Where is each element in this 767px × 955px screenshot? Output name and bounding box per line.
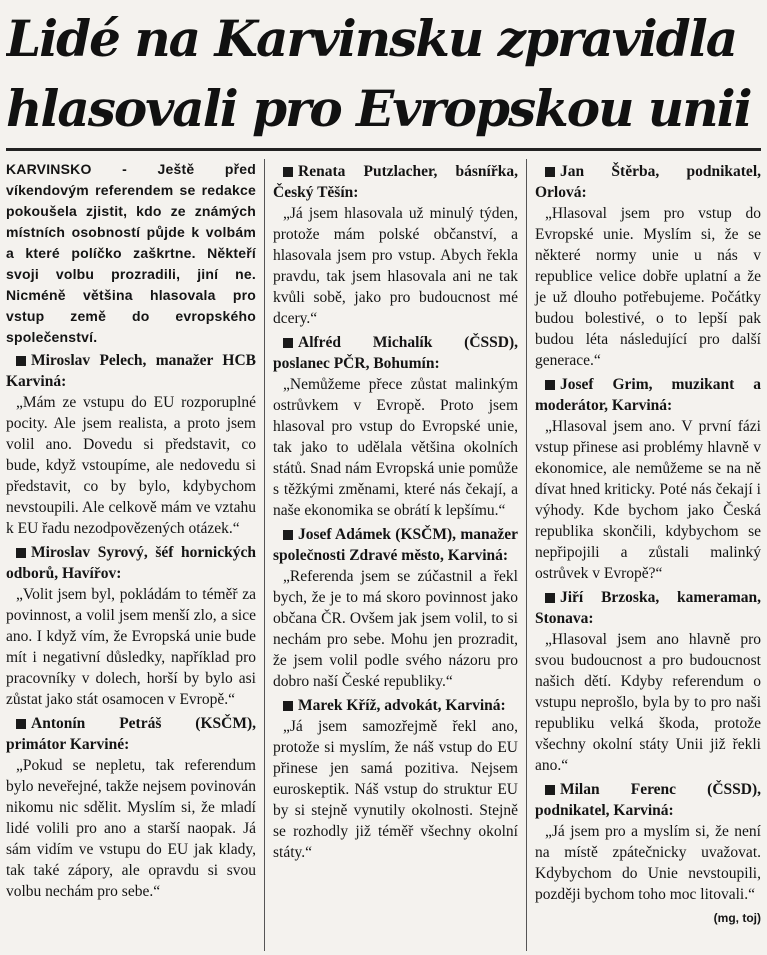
speaker-quote: „Pokud se nepletu, tak referendum bylo neveřejné, takže nejsem povinován nikomu nic sdělit. Myslím si, že mladí lidé volili pro ano a starší naopak. Já sám vidím ve vstupu do EU jak klady, tak také zápory, ale opravdu si svou volbu nechám pro sebe.“ — [6, 757, 256, 900]
bullet-square-icon — [16, 719, 26, 729]
headline — [6, 0, 761, 144]
article-body — [6, 159, 761, 951]
speaker-name: Josef Grim, muzikant a moderátor, Karviná: — [535, 376, 761, 414]
headline-line-2: hlasovali pro Evropskou unii — [6, 79, 751, 138]
speaker-quote: „Referenda jsem se zúčastnil a řekl bych, že je to má skoro povinnost jako občana ČR. Ovšem jak jsem volil, to si nechám pro sebe. Mohu jen prozradit, že jsem volil podle svého názoru pro dobro naší České republiky.“ — [273, 568, 518, 690]
speaker-quote: „Hlasoval jsem ano. V první fázi vstup přinese asi problémy hlavně v ekonomice, ale nemůžeme se na ně dívat hned kriticky. Poté nás čekají i výhody. Kde bychom jako Česká republika skončili, kdybychom se nepřipojili a zůstali malinký ostrůvek v Evropě?“ — [535, 418, 761, 582]
speaker-quote: „Já jsem pro a myslím si, že není na místě zpátečnicky uvažovat. Kdybychom do Unie nevstoupili, později bychom toho moc litovali.“ — [535, 823, 761, 903]
speaker-quote: „Volit jsem byl, pokládám to téměř za povinnost, a volil jsem menší zlo, a sice ano. I když vím, že Evropská unie bude mít i negativní důsledky, například pro pracovníky v dolech, horší by bylo asi zůstat jako stát osamocen v Evropě.“ — [6, 586, 256, 708]
speaker-quote: „Mám ze vstupu do EU rozporuplné pocity. Ale jsem realista, a proto jsem volil ano. Dovedu si představit, co bude, když vstoupíme, ale nedovedu si představit, co by bylo, kdybychom nevstoupili. Ale celkově mám ve vztahu k EU řadu nezodpovězených otázek.“ — [6, 394, 256, 537]
speaker-name: Milan Ferenc (ČSSD), podnikatel, Karviná: — [535, 781, 761, 819]
author-credit: (mg, toj) — [713, 911, 761, 925]
bullet-square-icon — [545, 785, 555, 795]
bullet-square-icon — [545, 167, 555, 177]
speaker-name: Renata Putzlacher, básnířka, Český Těšín: — [273, 163, 518, 201]
article-lede: KARVINSKO - Ještě před víkendovým referendem se redakce pokoušela zjistit, kdo ze známých místních osobností půjde k volbám a které políčko zaškrtne. Někteří svoji volbu prozradili, jiní ne. Nicméně většina hlasovala pro vstup země do evropského společenství. — [6, 161, 256, 345]
headline-rule — [6, 148, 761, 151]
column-2 — [264, 159, 526, 951]
column-1 — [6, 159, 264, 951]
speaker-quote: „Hlasoval jsem pro vstup do Evropské unie. Myslím si, že se některé normy unie u nás v republice velice dobře uplatní a že je už dlouho potřebujeme. Počátky budou bolestivé, o to lepší pak budou léta následující pro další generace.“ — [535, 205, 761, 369]
bullet-square-icon — [16, 356, 26, 366]
speaker-name: Marek Kříž, advokát, Karviná: — [273, 695, 518, 716]
bullet-square-icon — [545, 380, 555, 390]
column-3 — [526, 159, 761, 951]
speaker-name: Miroslav Syrový, šéf hornických odborů, Havířov: — [6, 544, 256, 582]
bullet-square-icon — [545, 593, 555, 603]
speaker-name: Alfréd Michalík (ČSSD), poslanec PČR, Bohumín: — [273, 334, 518, 372]
speaker-quote: „Nemůžeme přece zůstat malinkým ostrůvkem v Evropě. Proto jsem hlasoval pro vstup do Evropské unie, tak jako to udělala většina okolních států. Snad nám Evropská unie pomůže s těžkými změnami, které nás čekají, a naše ekonomika se obrátí k lepšímu.“ — [273, 376, 518, 519]
bullet-square-icon — [283, 167, 293, 177]
speaker-name: Miroslav Pelech, manažer HCB Karviná: — [6, 352, 256, 390]
bullet-square-icon — [16, 548, 26, 558]
speaker-quote: „Já jsem samozřejmě řekl ano, protože si myslím, že náš vstup do EU přinese jen samá pozitiva. Nejsem euroskeptik. Náš vstup do struktur EU by si stejně vynutily okolnosti. Stejně se rozhodly již téměř všechny okolní státy.“ — [273, 718, 518, 861]
bullet-square-icon — [283, 338, 293, 348]
speaker-name: Josef Adámek (KSČM), manažer společnosti Zdravé město, Karviná: — [273, 526, 518, 564]
speaker-quote: „Já jsem hlasovala už minulý týden, protože mám polské občanství, a hlasovala jsem pro vstup. Abych řekla pravdu, tak jsem hlasovala ani ne tak kvůli sobě, jako pro budoucnost mé dcery.“ — [273, 205, 518, 327]
headline-line-1: Lidé na Karvinsku zpravidla — [6, 9, 737, 68]
speaker-name: Jiří Brzoska, kameraman, Stonava: — [535, 589, 761, 627]
speaker-quote: „Hlasoval jsem ano hlavně pro svou budoucnost a pro budoucnost našich dětí. Kdyby referendum o vstupu neprošlo, byla by to pro naši republiku velká škoda, protože všechny okolní státy Unii již řekli ano.“ — [535, 631, 761, 774]
bullet-square-icon — [283, 701, 293, 711]
speaker-name: Antonín Petráš (KSČM), primátor Karviné: — [6, 715, 256, 753]
speaker-name: Jan Štěrba, podnikatel, Orlová: — [535, 163, 761, 201]
bullet-square-icon — [283, 530, 293, 540]
